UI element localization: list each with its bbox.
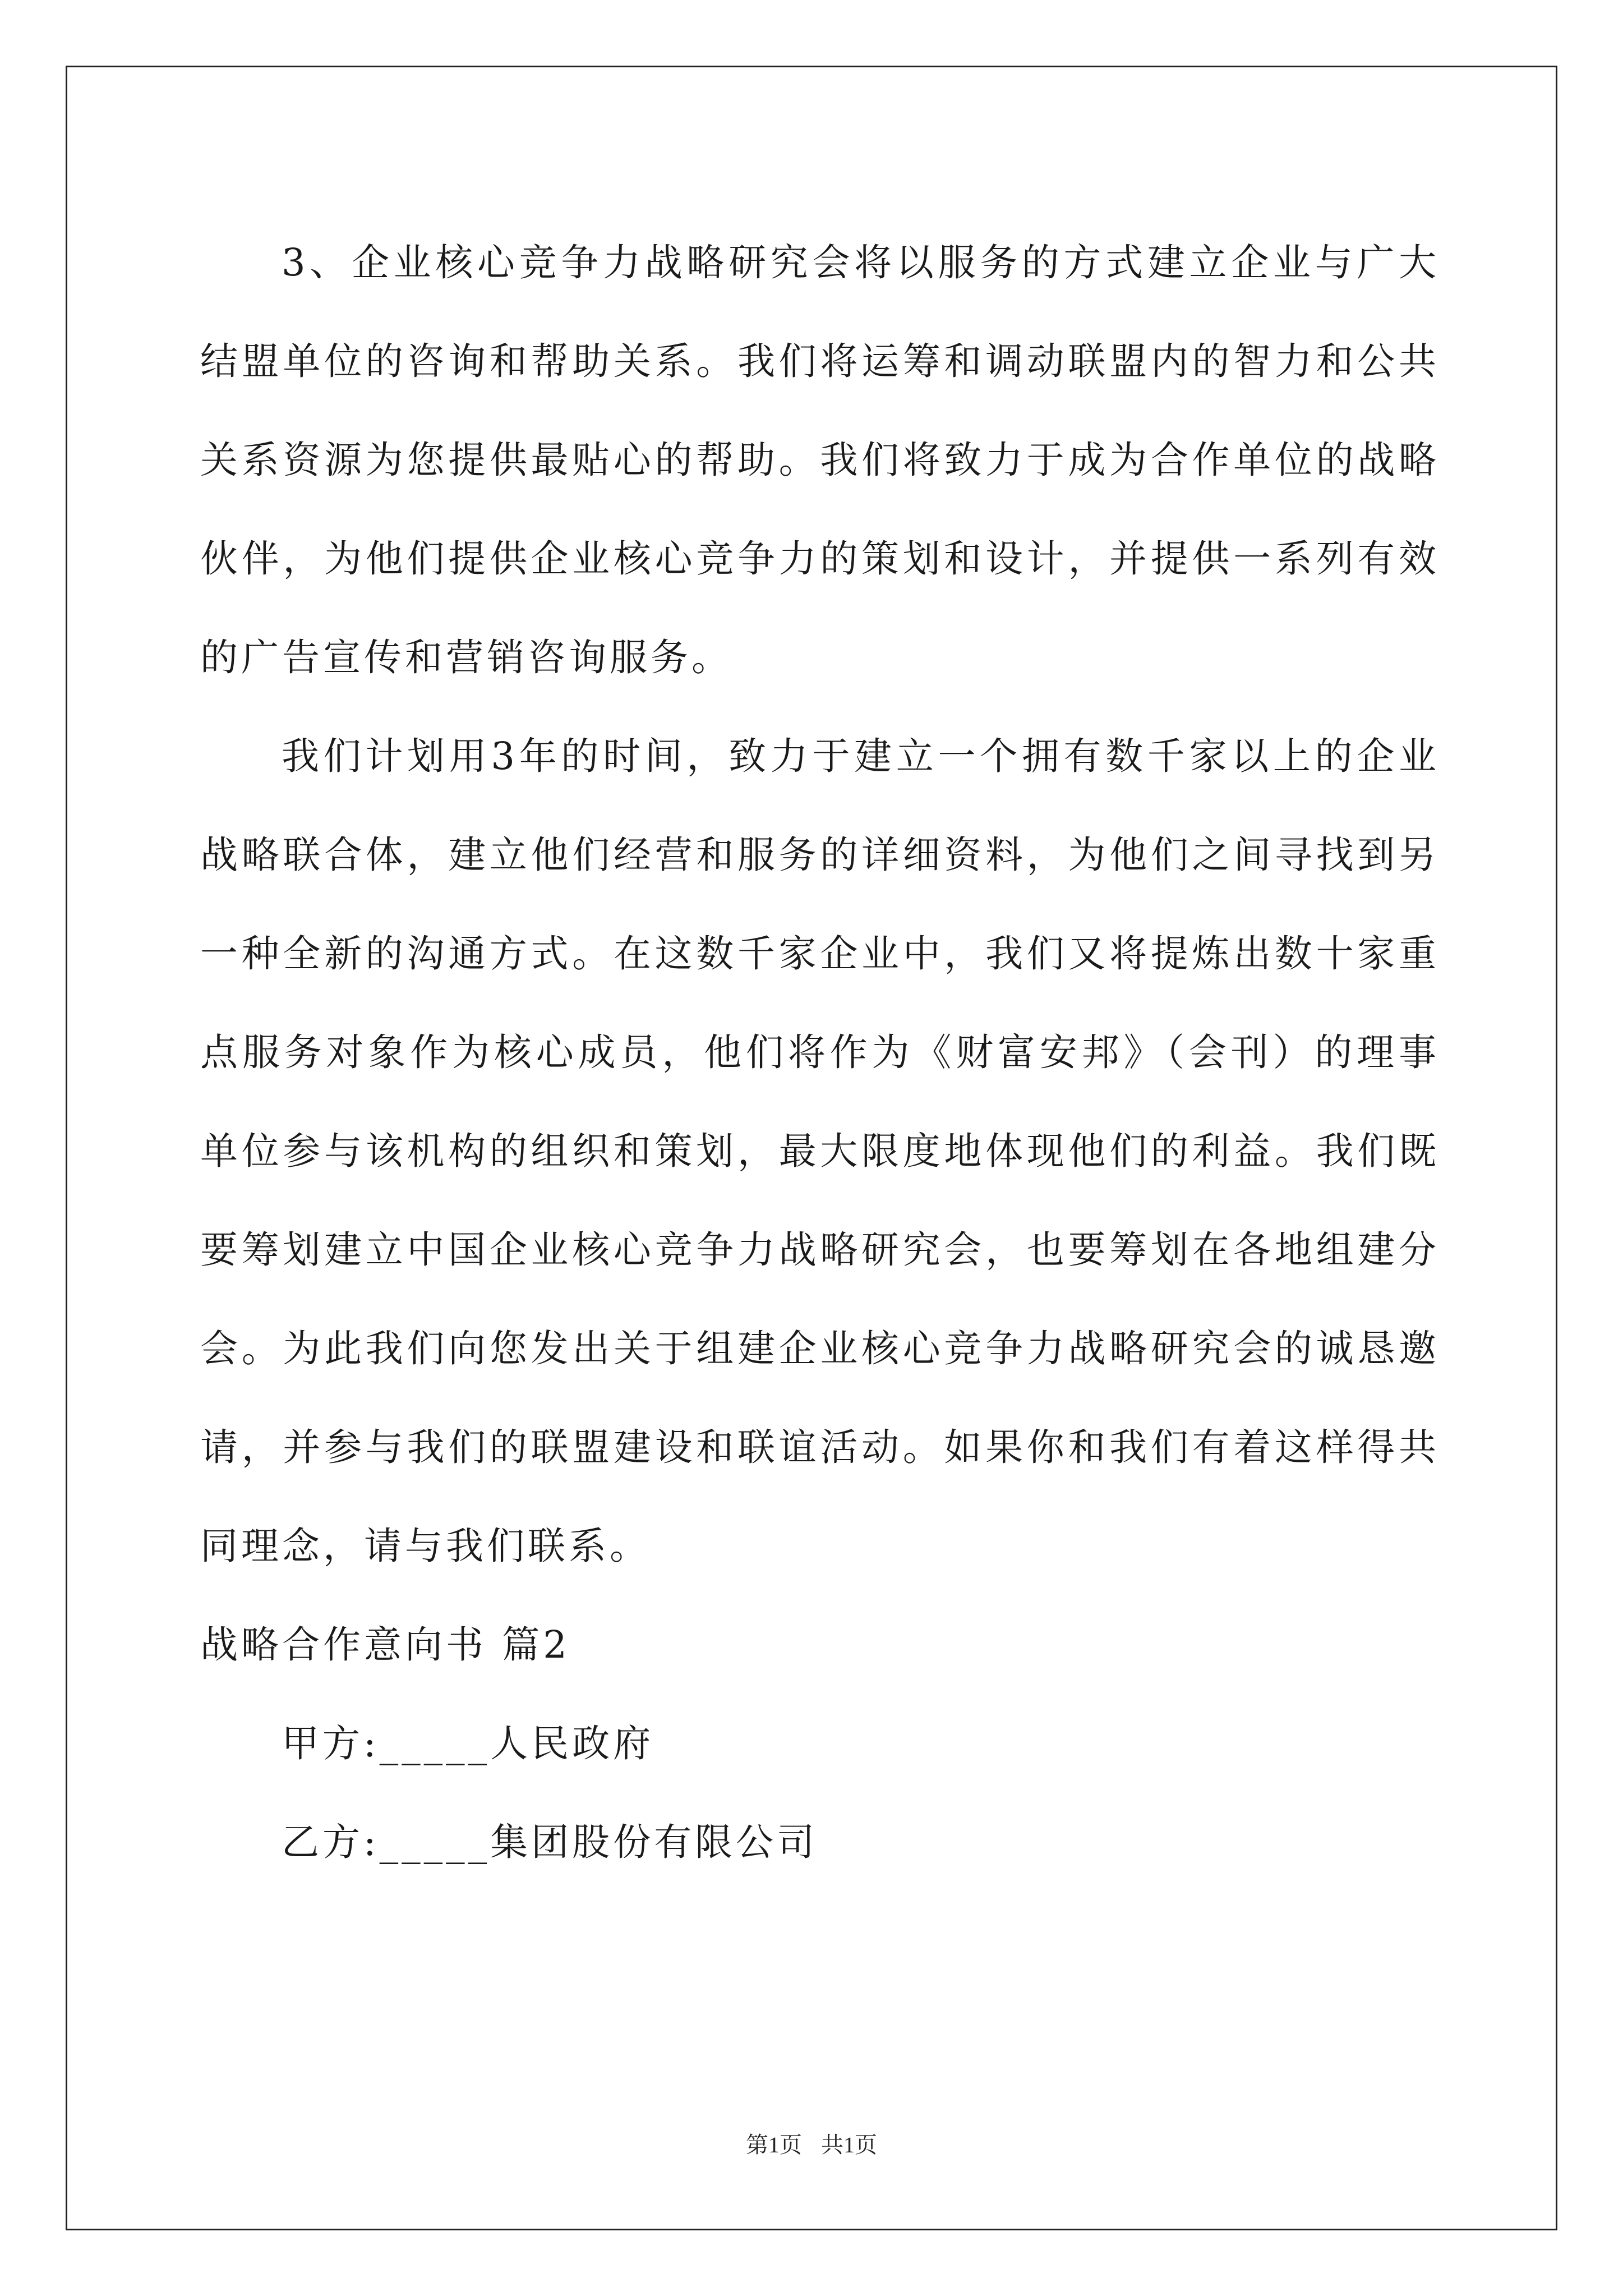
paragraph-2: 我们计划用3年的时间，致力于建立一个拥有数千家以上的企业战略联合体，建立他们经营和服务的详细资料，为他们之间寻找到另一种全新的沟通方式。在这数千家企业中，我们又将提炼出数十家重点服务对象作为核心成员，他们将作为《财富安邦》（会刊）的理事单位参与该机构的组织和策划，最大限度地体现他们的利益。我们既要筹划建立中国企业核心竞争力战略研究会，也要筹划在各地组建分会。为此我们向您发出关于组建企业核心竞争力战略研究会的诚恳邀请，并参与我们的联盟建设和联谊活动。如果你和我们有着这样得共同理念，请与我们联系。: [200, 734, 1440, 1568]
section-heading: 战略合作意向书 篇2: [200, 1623, 570, 1667]
paragraph-1: 3、企业核心竞争力战略研究会将以服务的方式建立企业与广大结盟单位的咨询和帮助关系。我们将运筹和调动联盟内的智力和公共关系资源为您提供最贴心的帮助。我们将致力于成为合作单位的战略伙伴，为他们提供企业核心竞争力的策划和设计，并提供一系列有效的广告宣传和营销咨询服务。: [200, 241, 1440, 679]
page-number-total: 共1页: [821, 2132, 877, 2157]
party-b-line: 乙方:_____集团股份有限公司: [282, 1820, 818, 1864]
page-footer: [0, 2127, 1623, 2159]
page-number-current: 第1页: [746, 2132, 802, 2157]
party-a-line: 甲方:_____人民政府: [282, 1722, 654, 1765]
document-body: [200, 213, 1440, 1892]
